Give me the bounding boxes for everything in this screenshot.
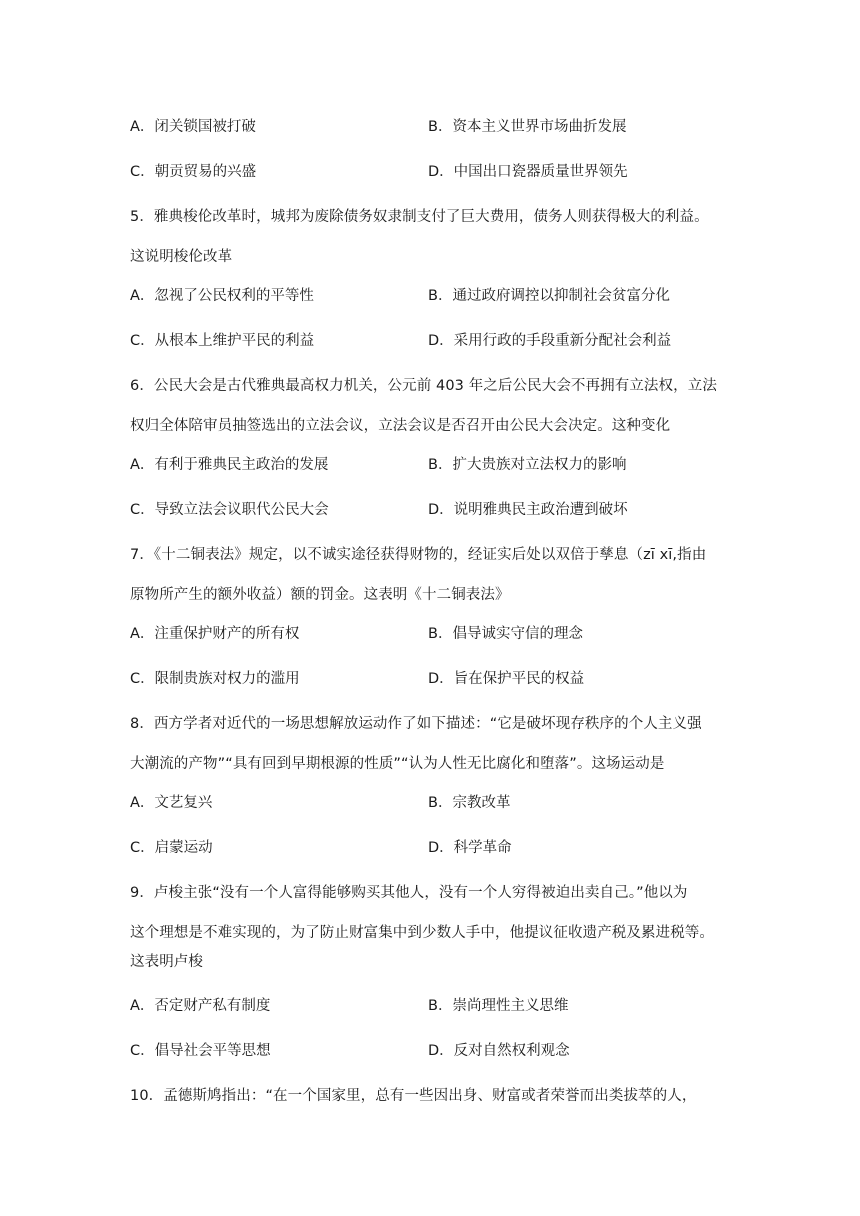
q6-option-b: B．扩大贵族对立法权力的影响 [428,457,627,473]
q9-option-d: D．反对自然权利观念 [428,1043,570,1059]
q7-option-d: D．旨在保护平民的权益 [428,671,585,687]
q5-stem-line-1: 5．雅典梭伦改革时，城邦为废除债务奴隶制支付了巨大费用，债务人则获得极大的利益。 [130,209,709,225]
q5-option-d: D．采用行政的手段重新分配社会利益 [428,333,672,349]
q8-stem-line-1: 8．西方学者对近代的一场思想解放运动作了如下描述：“它是破坏现存秩序的个人主义强 [130,716,702,732]
q4-option-d: D．中国出口瓷器质量世界领先 [428,164,628,180]
q8-option-d: D．科学革命 [428,840,512,856]
q9-option-a: A．否定财产私有制度 [130,998,271,1014]
q6-stem-line-2: 权归全体陪审员抽签选出的立法会议，立法会议是否召开由公民大会决定。这种变化 [130,418,671,434]
q6-option-d: D．说明雅典民主政治遭到破坏 [428,502,628,518]
q7-stem-line-2: 原物所产生的额外收益）额的罚金。这表明《十二铜表法》 [130,587,510,603]
q6-option-a: A．有利于雅典民主政治的发展 [130,457,329,473]
q7-stem-line-1: 7．《十二铜表法》规定，以不诚实途径获得财物的，经证实后处以双倍于孳息（zī xī,指由 [130,547,707,563]
q10-stem-line-1: 10．孟德斯鸠指出：“在一个国家里，总有一些因出身、财富或者荣誉而出类拔萃的人， [130,1088,697,1104]
q6-option-c: C．导致立法会议职代公民大会 [130,502,329,518]
q8-stem-line-2: 大潮流的产物”“具有回到早期根源的性质”“认为人性无比腐化和堕落”。这场运动是 [130,756,665,772]
q4-option-c: C．朝贡贸易的兴盛 [130,164,257,180]
q8-option-b: B．宗教改革 [428,795,511,811]
q9-option-c: C．倡导社会平等思想 [130,1043,271,1059]
q7-option-a: A．注重保护财产的所有权 [130,626,300,642]
q9-option-b: B．崇尚理性主义思维 [428,998,569,1014]
q7-option-c: C．限制贵族对权力的滥用 [130,671,300,687]
q5-option-b: B．通过政府调控以抑制社会贫富分化 [428,288,670,304]
q5-option-a: A．忽视了公民权利的平等性 [130,288,314,304]
q5-stem-line-2: 这说明梭伦改革 [130,249,233,265]
q5-option-c: C．从根本上维护平民的利益 [130,333,315,349]
q7-option-b: B．倡导诚实守信的理念 [428,626,583,642]
q8-option-c: C．启蒙运动 [130,840,213,856]
q4-option-b: B．资本主义世界市场曲折发展 [428,119,627,135]
q9-stem-line-3: 这表明卢梭 [130,954,203,970]
q9-stem-line-2: 这个理想是不难实现的，为了防止财富集中到少数人手中，他提议征收遗产税及累进税等。 [130,925,714,941]
q9-stem-line-1: 9．卢梭主张“没有一个人富得能够购买其他人，没有一个人穷得被迫出卖自己。”他以为 [130,885,688,901]
q4-option-a: A．闭关锁国被打破 [130,119,256,135]
q6-stem-line-1: 6．公民大会是古代雅典最高权力机关，公元前 403 年之后公民大会不再拥有立法权，立法 [130,378,717,394]
q8-option-a: A．文艺复兴 [130,795,213,811]
